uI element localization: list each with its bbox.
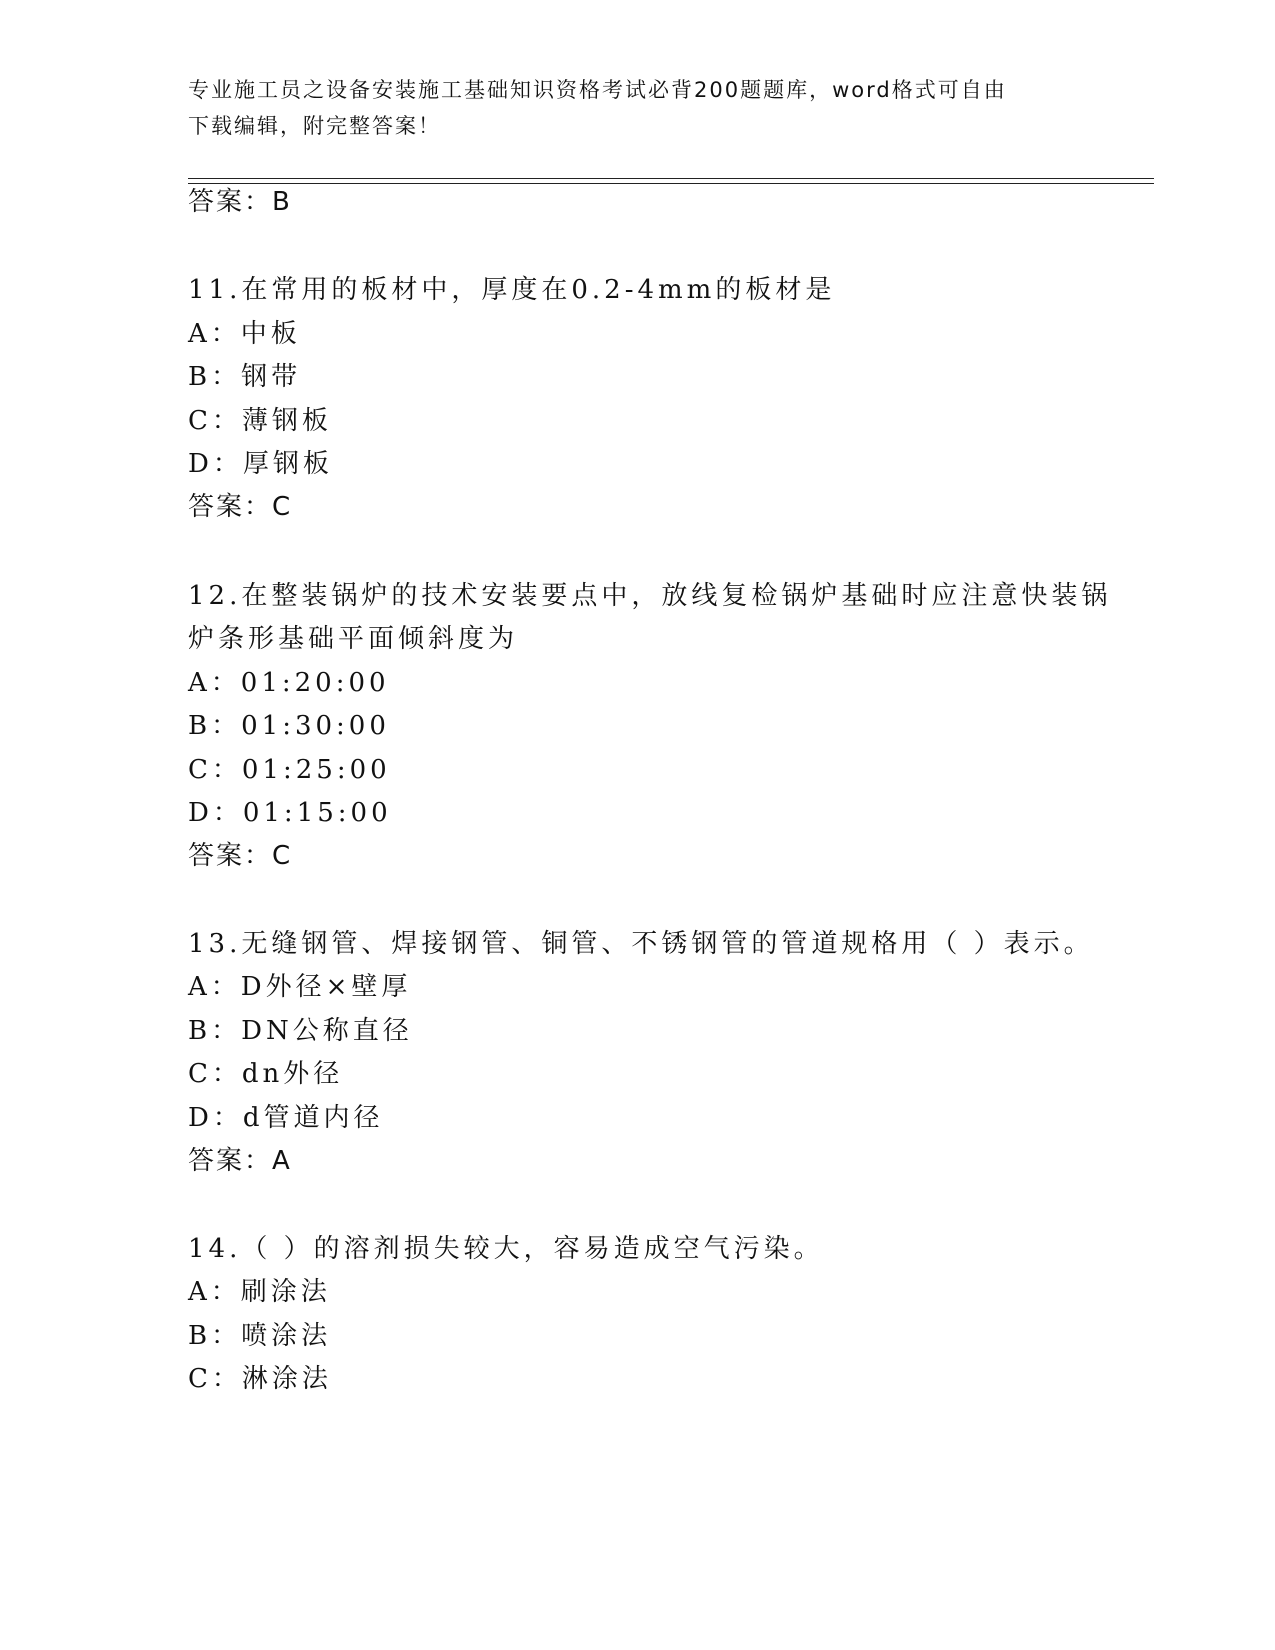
question-13-option-b: B：DN公称直径 xyxy=(188,1016,413,1046)
question-11-option-c: C：薄钢板 xyxy=(188,406,332,436)
question-13-stem: 13.无缝钢管、焊接钢管、铜管、不锈钢管的管道规格用（ ）表示。 xyxy=(188,929,1094,959)
question-11-option-d: D：厚钢板 xyxy=(188,449,333,479)
question-12-option-a: A：01:20:00 xyxy=(188,668,390,698)
document-header xyxy=(188,72,1088,144)
answer-q11: 答案：C xyxy=(188,492,293,522)
answer-q12: 答案：C xyxy=(188,841,293,871)
question-12-stem-line-1: 12.在整装锅炉的技术安装要点中，放线复检锅炉基础时应注意快装锅 xyxy=(188,581,1112,611)
question-11-option-b: B：钢带 xyxy=(188,362,302,392)
question-14-option-c: C：淋涂法 xyxy=(188,1364,332,1394)
question-12-stem-line-2: 炉条形基础平面倾斜度为 xyxy=(188,624,519,654)
question-12-option-b: B：01:30:00 xyxy=(188,711,390,741)
header-divider-top xyxy=(188,178,1154,179)
question-11-stem: 11.在常用的板材中，厚度在0.2-4mm的板材是 xyxy=(188,275,836,305)
question-14-stem: 14.（ ）的溶剂损失较大，容易造成空气污染。 xyxy=(188,1234,824,1264)
header-divider-bottom xyxy=(188,183,1154,184)
question-13-option-d: D：d管道内径 xyxy=(188,1103,384,1133)
question-12-option-c: C：01:25:00 xyxy=(188,755,391,785)
question-13-option-c: C：dn外径 xyxy=(188,1059,344,1089)
question-12-option-d: D：01:15:00 xyxy=(188,798,392,828)
question-14-option-b: B：喷涂法 xyxy=(188,1321,332,1351)
answer-q13: 答案：A xyxy=(188,1146,292,1176)
question-14-option-a: A：刷涂法 xyxy=(188,1277,331,1307)
header-line-1: 专业施工员之设备安装施工基础知识资格考试必背200题题库，word格式可自由 xyxy=(188,78,1007,102)
header-line-2: 下载编辑，附完整答案！ xyxy=(188,114,441,138)
question-13-option-a: A：D外径×壁厚 xyxy=(188,972,412,1002)
answer-q10: 答案：B xyxy=(188,187,292,217)
question-11-option-a: A：中板 xyxy=(188,319,301,349)
